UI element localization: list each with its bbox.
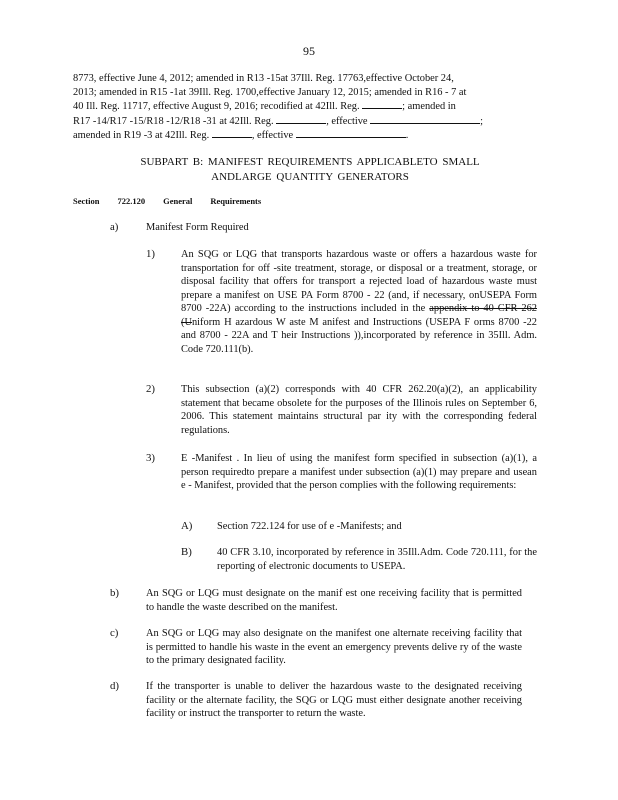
blank-field [276, 114, 326, 124]
item-label: A) [181, 520, 193, 532]
item-label: b) [110, 587, 119, 599]
history-line: 40 Ill. Reg. 11717, effective August 9, 2016; recodified at 42Ill. Reg. ; amended in [73, 101, 456, 113]
page-number: 95 [303, 44, 315, 58]
item-text: This subsection (a)(2) corresponds with 40 CFR 262.20(a)(2), an applicability statement that became obsolete for the purposes of the Illinois rules on September 6, 2006. This statement maintains structural par ity with the corresponding federal regulations. [181, 384, 537, 436]
history-line: amended in R19 -3 at 42Ill. Reg. , effective . [73, 130, 409, 142]
item-label: 3) [146, 452, 155, 464]
item-label: a) [110, 221, 119, 233]
item-text: E -Manifest . In lieu of using the manifest form specified in subsection (a)(1), a person requiredto prepare a manifest under subsection (a)(1) may prepare and usean e - Manifest, provided that the person complies with the following requirements: [181, 453, 537, 491]
item-text: An SQG or LQG that transports hazardous waste or offers a hazardous waste for transportation for off -site treatment, storage, or disposal or a treatment, storage, or disposal facility that offers for transport a rejected load of hazardous waste must prepare a manifest on USE PA Form 8700 - 22 (and, if necessary, onUSEPA Form 8700 -22A) according to the instructions included in the appendix to 40 CFR 262 (Uniform H azardous W aste M anifest and Instructions (USEPA F orms 8700 -22 and 8700 - 22A and T heir Instructions )),incorporated by reference in 35Ill. Adm. Code 720.111(b). [181, 249, 537, 355]
item-text: An SQG or LQG may also designate on the manifest one alternate receiving facility that is permitted to handle his waste in the event an emergency prevents delive ry of the waste to the primary designated facility. [146, 628, 522, 666]
item-label: 1) [146, 248, 155, 260]
item-label: 2) [146, 383, 155, 395]
history-line: R17 -14/R17 -15/R18 -12/R18 -31 at 42Ill. Reg. , effective ; [73, 115, 484, 127]
item-text: Section 722.124 for use of e -Manifests; and [217, 521, 402, 532]
item-label: d) [110, 680, 119, 692]
blank-field [212, 128, 252, 138]
item-label: c) [110, 627, 119, 639]
item-text: Manifest Form Required [146, 222, 249, 233]
section-heading: Section 722.120 General Requirements [73, 196, 262, 206]
history-line: 8773, effective June 4, 2012; amended in R13 -15at 37Ill. Reg. 17763,effective October 24, [73, 73, 454, 84]
history-note [73, 72, 539, 143]
blank-field [362, 99, 402, 109]
blank-field [296, 128, 406, 138]
item-text: 40 CFR 3.10, incorporated by reference in 35Ill.Adm. Code 720.111, for the reporting of electronic documents to USEPA. [217, 547, 537, 572]
item-text: An SQG or LQG must designate on the manif est one receiving facility that is permitted to handle the waste described on the manifest. [146, 588, 522, 613]
subpart-heading: SUBPART B: MANIFEST REQUIREMENTS APPLICABLETO SMALL ANDLARGE QUANTITY GENERATORS [140, 156, 480, 183]
item-label: B) [181, 546, 192, 558]
blank-field [370, 114, 480, 124]
item-text: If the transporter is unable to deliver the hazardous waste to the designated receiving facility or the alternate facility, the SQG or LQG must either designate another receiving facility or instruct the transporter to return the waste. [146, 681, 522, 719]
history-line: 2013; amended in R15 -1at 39Ill. Reg. 1700,effective January 12, 2015; amended in R16 - 7 at [73, 86, 467, 98]
